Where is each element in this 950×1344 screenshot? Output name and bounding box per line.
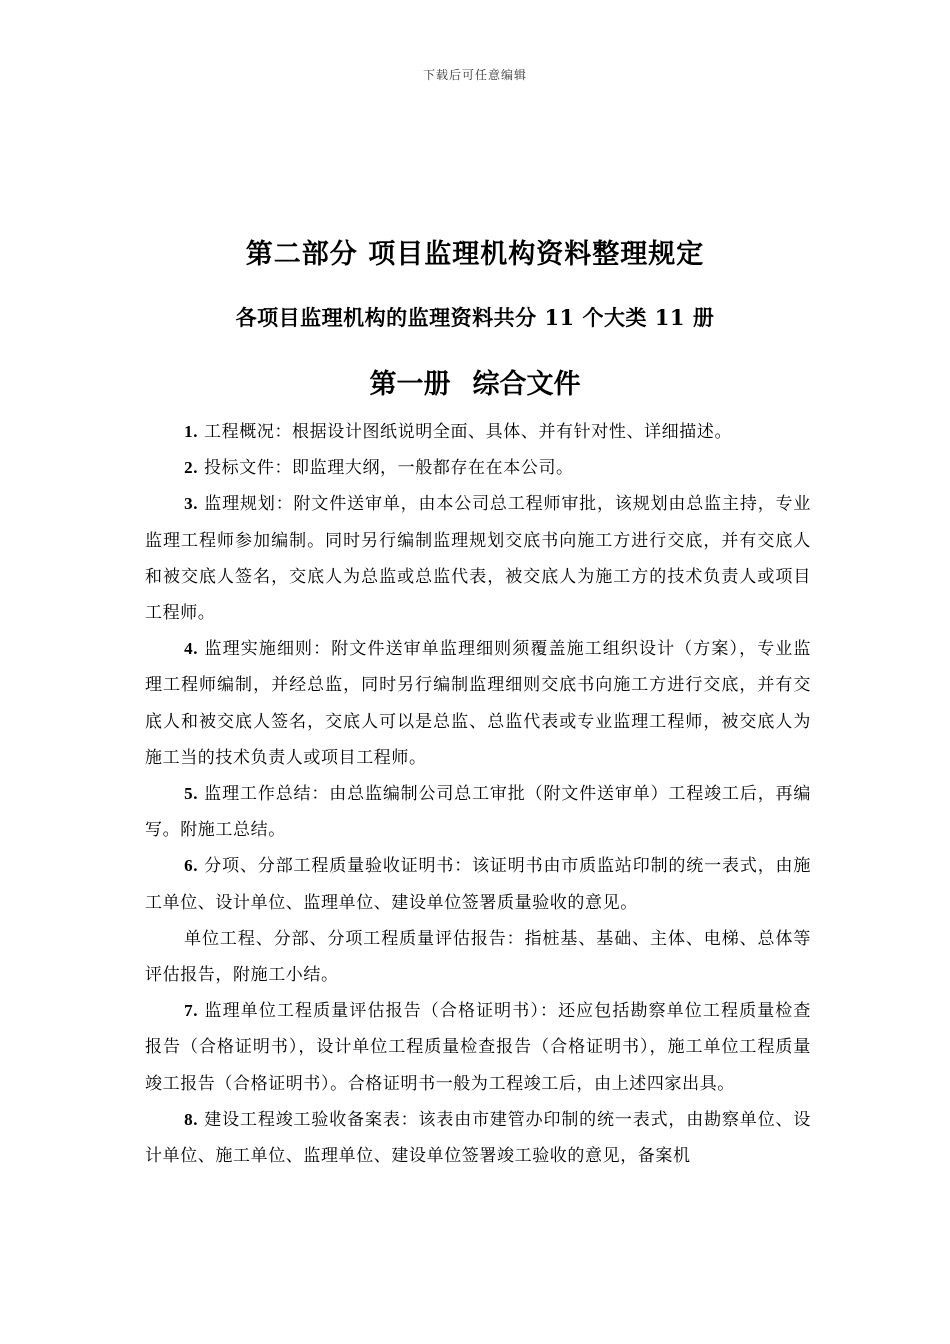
paragraph-item <box>145 1102 811 1174</box>
item-text: 工程概况：根据设计图纸说明全面、具体、并有针对性、详细描述。 <box>198 422 733 442</box>
item-number: 4. <box>184 639 199 659</box>
item-text: 监理工作总结：由总监编制公司总工审批（附文件送审单）工程竣工后，再编写。附施工总结。 <box>145 784 811 841</box>
paragraph-item <box>145 993 811 1102</box>
part-title: 第二部分 项目监理机构资料整理规定 <box>245 239 705 270</box>
paragraph-item <box>145 921 811 993</box>
volume-title-name: 综合文件 <box>472 369 581 400</box>
item-text: 单位工程、分部、分项工程质量评估报告：指桩基、基础、主体、电梯、总体等评估报告，附施工小结。 <box>145 928 811 986</box>
item-text: 投标文件：即监理大纲，一般都存在在本公司。 <box>198 458 574 479</box>
volume-title <box>0 362 950 401</box>
item-number: 7. <box>184 1001 199 1021</box>
volume-title-number: 第一册 <box>369 369 451 400</box>
item-number: 2. <box>184 458 199 478</box>
item-number: 5. <box>184 784 199 804</box>
subtitle: 各项目监理机构的监理资料共分 11 个大类 11 册 <box>235 305 715 330</box>
paragraph-item <box>145 450 811 486</box>
page-header-note: 下载后可任意编辑 <box>422 68 527 82</box>
item-number: 1. <box>184 422 199 441</box>
paragraph-item <box>145 414 811 450</box>
item-text: 监理规划：附文件送审单，由本公司总工程师审批，该规划由总监主持，专业监理工程师参加编制。同时另行编制监理规划交底书向施工方进行交底，并有交底人和被交底人签名，交底人为总监或总监代表，被交底人为施工方的技术负责人或项目工程师。 <box>145 494 811 624</box>
item-number: 3. <box>184 494 199 514</box>
item-number: 8. <box>184 1109 199 1129</box>
item-text: 建设工程竣工验收备案表：该表由市建管办印制的统一表式，由勘察单位、设计单位、施工单位、监理单位、建设单位签署竣工验收的意见，备案机 <box>145 1109 811 1167</box>
paragraph-item <box>145 486 811 631</box>
item-text: 监理单位工程质量评估报告（合格证明书）：还应包括勘察单位工程质量检查报告（合格证明书），设计单位工程质量检查报告（合格证明书），施工单位工程质量竣工报告（合格证明书）。合格证明书一般为工程竣工后，由上述四家出具。 <box>145 1001 811 1094</box>
item-number: 6. <box>184 856 199 876</box>
paragraph-item <box>145 776 811 848</box>
item-text: 分项、分部工程质量验收证明书：该证明书由市质监站印制的统一表式，由施工单位、设计单位、监理单位、建设单位签署质量验收的意见。 <box>145 856 811 913</box>
paragraph-item <box>145 631 811 776</box>
paragraph-item <box>145 848 811 920</box>
item-text: 监理实施细则：附文件送审单监理细则须覆盖施工组织设计（方案），专业监理工程师编制，并经总监，同时另行编制监理细则交底书向施工方进行交底，并有交底人和被交底人签名，交底人可以是总监、总监代表或专业监理工程师，被交底人为施工当的技术负责人或项目工程师。 <box>145 639 811 768</box>
document-body <box>145 414 811 1174</box>
